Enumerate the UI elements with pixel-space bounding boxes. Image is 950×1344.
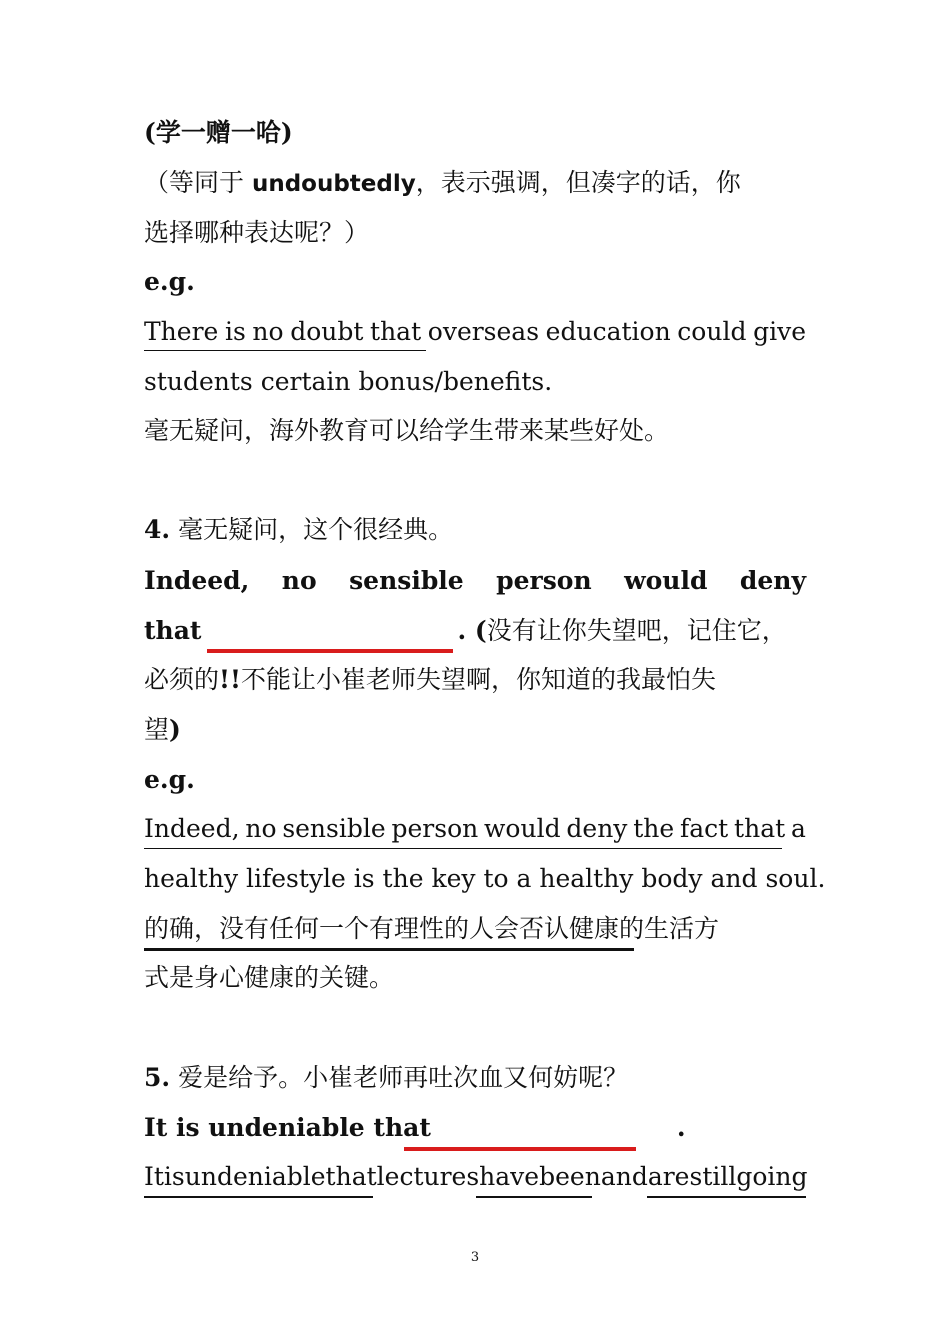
section-4-translation-line1: 的确，没有任何一个有理性的人会否认健康的生活方 <box>144 914 720 943</box>
section-3-eg-label: e.g. <box>144 267 195 296</box>
section-4-eg-label: e.g. <box>144 765 195 794</box>
example-phrase-underline <box>144 1196 373 1198</box>
section-4-example-line1: Indeed, no sensible person would deny the fact that a <box>144 814 806 843</box>
section-4-example-line2: healthy lifestyle is the key to a healthy body and soul. <box>144 864 826 893</box>
blank-underline-red <box>207 649 453 653</box>
blank-underline-red <box>404 1147 636 1151</box>
section-4-comment-line3: 望) <box>144 715 181 744</box>
example-phrase-underline <box>144 350 426 351</box>
example-phrase-underline <box>144 848 782 849</box>
section-4-phrase-line1: Indeed, no sensible person would deny <box>144 566 806 595</box>
section-4-translation-line2: 式是身心健康的关键。 <box>144 963 395 992</box>
section-3-example-line2: students certain bonus/benefits. <box>144 367 553 396</box>
page-number: 3 <box>470 1250 480 1265</box>
section-3-note: （等同于 undoubtedly，表示强调，但凑字的话，你 <box>144 168 741 197</box>
section-4-phrase-line2: that . (没有让你失望吧，记住它， <box>144 616 787 645</box>
section-5-heading: 5. 爱是给予。小崔老师再吐次血又何妨呢？ <box>144 1063 629 1092</box>
section-3-title: (学一赠一哈) <box>144 118 293 147</box>
translation-underline <box>144 948 634 951</box>
keyword-undoubtedly: undoubtedly <box>251 171 416 197</box>
section-5-phrase: It is undeniable that . <box>144 1113 686 1142</box>
section-3-note-line2: 选择哪种表达呢？） <box>144 218 370 247</box>
example-phrase-underline <box>647 1196 806 1198</box>
section-3-example-line1: There is no doubt that overseas education could give <box>144 317 806 346</box>
section-4-comment-line2: 必须的!!不能让小崔老师失望啊，你知道的我最怕失 <box>144 665 716 694</box>
example-phrase-underline <box>476 1196 592 1198</box>
section-3-translation: 毫无疑问，海外教育可以给学生带来某些好处。 <box>144 416 670 445</box>
section-5-example-line1: It is undeniable that lectures have been and are still going <box>144 1162 808 1191</box>
section-4-heading: 4. 毫无疑问，这个很经典。 <box>144 515 454 544</box>
